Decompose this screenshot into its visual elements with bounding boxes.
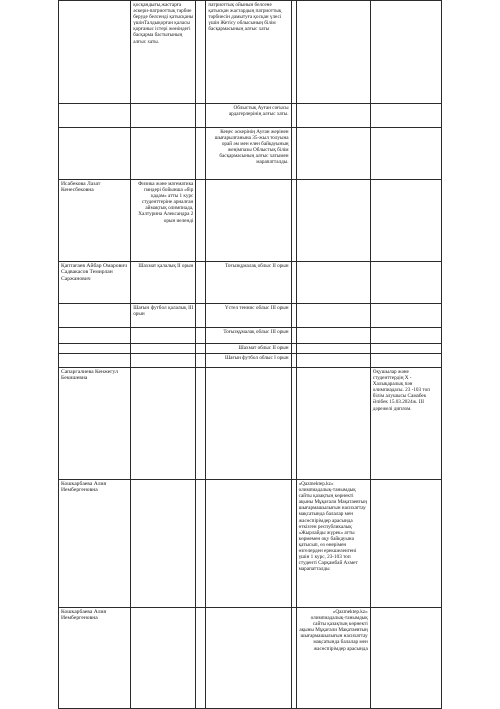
table-row xyxy=(59,180,442,262)
cell-region-level: Тоғызқұмалақ облыс ІІ орын xyxy=(206,262,291,304)
cell-teacher: Сапаргалиева Кенжегул Бекишевна xyxy=(59,368,131,480)
cell-region-level: Кеңес әскерінің Ауған жерінен шығарылғанына 35-жыл толуына орай әм мен елен байқауының жеңімпазы Облыстық білім басқармасының алғыс хатымен марапатталды. xyxy=(206,128,291,180)
awards-table xyxy=(58,0,442,709)
cell-international-level xyxy=(370,1,441,104)
table-row xyxy=(59,328,442,344)
cell-city-level: Шахмат қалалық ІІ орын xyxy=(131,262,196,304)
cell-republic-level: «Qazmektep.kz» олимпиадалық-танымдық сайты қазақтың көрнекті ақыны Мұқағали Мақатаевтың шығармашылығын насихаттау мақсатында балалар мен жасөспірімдер арасында xyxy=(296,608,370,709)
table-row xyxy=(59,1,442,104)
table-row xyxy=(59,608,442,709)
cell-teacher: Кошкарбаева Алия Иембергеновна xyxy=(59,608,131,709)
table-row xyxy=(59,354,442,368)
cell-republic-level: «Qazmektep.kz» олимпиадалық-танымдық сайты қазақтың көрнекті ақыны Мұқағали Мақатаевтың шығармашылығын насихаттау мақсатында балалар мен жасөспірімдер арасында өткізген республикалық «Жырлайды жүрек» атты көрмемен оқу байқауына қатысып, өз өнерімен өзгелерден ерекшеленгені үшін 1 курс, 23-103 топ студенті Сарқамбай Ахмет марапатталды xyxy=(296,480,370,608)
cell-republic-level xyxy=(296,1,370,104)
cell-region-level: Облыстық Ауған соғысы ардагерлерінің алғыс хаты. xyxy=(206,104,291,128)
table-row xyxy=(59,480,442,608)
cell-region-level: Үстел теннис облыс ІІІ орын xyxy=(206,304,291,328)
table-row xyxy=(59,344,442,354)
cell-city-level: Физика және математика пәндері бойынша «бір қадам» атты 1 курс студенттеріне арналған аймақтық олимпиада, Халтурина Александра 2 орын иеленді xyxy=(131,180,196,262)
cell-teacher: Кошкарбаева Алия Иембергеновна xyxy=(59,480,131,608)
table-row xyxy=(59,128,442,180)
table-row xyxy=(59,262,442,304)
cell-region-level: Тоғызқұмалақ облыс ІІІ орын xyxy=(206,328,291,344)
cell-region-level: Шахмат облыс ІІ орын xyxy=(206,344,291,354)
cell-teacher: Қаптағаев Айбар Омарович Садвакасов Темирлан Саржанович xyxy=(59,262,131,304)
cell-international-level: Оқушылар және студенттердің Х - Халықаралық пән олимпиадасы. 23 -103 топ білім алушысы Самабек Әлібек 15.03.2024ж. ІІІ дәрежелі диплом. xyxy=(370,368,441,480)
table-row xyxy=(59,104,442,128)
table-row xyxy=(59,368,442,480)
cell-teacher: Исабекова Лазат Кенесбековна xyxy=(59,180,131,262)
cell-region-level: патриоттық ойынын белсене қатысқан жастардың патриоттық тәрбиесін дамытуға қосқан үлесі үшін Жетісу облысының білім басқармасының алғыс хаты xyxy=(206,1,291,104)
cell-region-level: Шағын футбол облыс І орын xyxy=(206,354,291,368)
cell-city-level: қосқандығы,жастарға әскери-патриоттық тәрбие беруде белсенді қатысқаны үшінТалдықорған қаласы қорғаныс істері жөніндегі басқарма бастығының алғыс хаты. xyxy=(131,1,196,104)
cell-teacher xyxy=(59,1,131,104)
cell-city-level: Шағын футбол қалалық ІІІ орын xyxy=(131,304,196,328)
table-row xyxy=(59,304,442,328)
